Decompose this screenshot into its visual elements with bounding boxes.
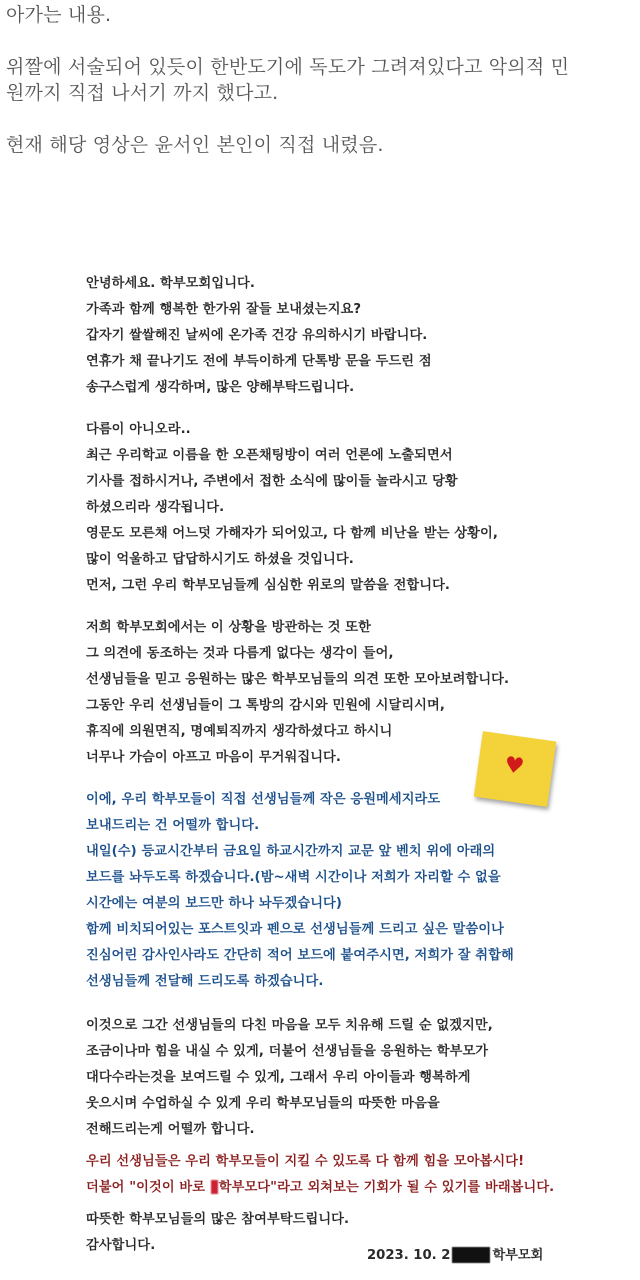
emphasis-text-b: 학부모다"라고 외쳐보는 기회가 될 수 있기를 바래봅니다.: [218, 1180, 555, 1195]
letter-line-highlight: 진심어린 감사인사라도 간단히 적어 보드에 붙여주시면, 저희가 잘 취합해: [86, 948, 514, 963]
letter-line: 그동안 우리 선생님들이 그 톡방의 감시와 민원에 시달리시며,: [86, 698, 445, 713]
signature-date: 2023. 10. 2: [367, 1248, 451, 1263]
letter-line: 전해드리는게 어떨까 합니다.: [86, 1122, 255, 1137]
letter-line: 웃으시며 수업하실 수 있게 우리 학부모님들의 따뜻한 마음을: [86, 1096, 440, 1111]
intro-line-2: 위짤에 서술되어 있듯이 한반도기에 독도가 그려져있다고 악의적 민: [6, 56, 570, 78]
letter-line: 송구스럽게 생각하며, 많은 양해부탁드립니다.: [86, 380, 355, 395]
letter-line-highlight: 이에, 우리 학부모들이 직접 선생님들께 작은 응원메세지라도: [86, 792, 441, 807]
letter-line-highlight: 보드를 놔두도록 하겠습니다.(밤~새벽 시간이나 저희가 자리할 수 없을: [86, 870, 501, 885]
letter-line: 기사를 접하시거나, 주변에서 접한 소식에 많이들 놀라시고 당황: [86, 474, 458, 489]
intro-line-3: 원까지 직접 나서기 까지 했다고.: [6, 82, 279, 104]
intro-line-4: 현재 해당 영상은 윤서인 본인이 직접 내렸음.: [6, 134, 384, 156]
letter-line: 최근 우리학교 이름을 한 오픈채팅방이 여러 언론에 노출되면서: [86, 448, 453, 463]
intro-line-1: 아가는 내용.: [6, 4, 112, 26]
letter-line: 먼저, 그런 우리 학부모님들께 심심한 위로의 말씀을 전합니다.: [86, 578, 451, 593]
letter-line: 휴직에 의원면직, 명예퇴직까지 생각하셨다고 하시니: [86, 724, 393, 739]
letter-line: 많이 억울하고 답답하시기도 하셨을 것입니다.: [86, 552, 354, 567]
letter-line: 감사합니다.: [86, 1238, 156, 1253]
letter-line-highlight: 보내드리는 건 어떨까 합니다.: [86, 818, 260, 833]
letter-line: 조금이나마 힘을 내실 수 있게, 더불어 선생님들을 응원하는 학부모가: [86, 1044, 489, 1059]
letter-line: 영문도 모른채 어느덧 가해자가 되어있고, 다 함께 비난을 받는 상황이,: [86, 526, 498, 541]
letter-line: 저희 학부모회에서는 이 상황을 방관하는 것 또한: [86, 620, 371, 635]
letter-line: 너무나 가슴이 아프고 마음이 무거워집니다.: [86, 750, 341, 765]
letter-line-highlight: 시간에는 여분의 보드만 하나 놔두겠습니다): [86, 896, 342, 911]
signature: [367, 1246, 543, 1266]
letter-line: 하셨으리라 생각됩니다.: [86, 500, 225, 515]
letter-line-emphasis: 우리 선생님들은 우리 학부모들이 지킬 수 있도록 다 함께 힘을 모아봅시다!: [86, 1154, 525, 1169]
letter-line: 가족과 함께 행복한 한가위 잘들 보내셨는지요?: [86, 302, 362, 317]
heart-icon: ♥: [502, 752, 526, 781]
emphasis-text-a: 더불어 "이것이 바로: [86, 1180, 210, 1195]
letter-line-highlight: 선생님들께 전달해 드리도록 하겠습니다.: [86, 974, 324, 989]
letter-line: 선생님들을 믿고 응원하는 많은 학부모님들의 의견 또한 모아보려합니다.: [86, 672, 510, 687]
letter-line: 연휴가 채 끝나기도 전에 부득이하게 단톡방 문을 두드린 점: [86, 354, 432, 369]
letter-line-highlight: 내일(수) 등교시간부터 금요일 하교시간까지 교문 앞 벤치 위에 아래의: [86, 844, 496, 859]
heart-sticky-note-icon: [474, 731, 556, 807]
letter-line-emphasis: [86, 1178, 554, 1198]
redaction-block: [452, 1247, 490, 1263]
letter-line-highlight: 함께 비치되어있는 포스트잇과 펜으로 선생님들께 드리고 싶은 말씀이나: [86, 922, 505, 937]
letter-line: 다름이 아니오라..: [86, 422, 191, 437]
letter-line: 그 의견에 동조하는 것과 다름게 없다는 생각이 들어,: [86, 646, 394, 661]
letter-line: 갑자기 쌀쌀해진 날씨에 온가족 건강 유의하시기 바랍니다.: [86, 328, 428, 343]
letter-line: 이것으로 그간 선생님들의 다친 마음을 모두 치유해 드릴 순 없겠지만,: [86, 1018, 493, 1033]
letter-line: 따뜻한 학부모님들의 많은 참여부탁드립니다.: [86, 1212, 350, 1227]
letter-line: 대다수라는것을 보여드릴 수 있게, 그래서 우리 아이들과 행복하게: [86, 1070, 471, 1085]
letter-line: 안녕하세요. 학부모회입니다.: [86, 276, 255, 291]
redaction-mark: [211, 1180, 218, 1194]
signature-org: 학부모회: [492, 1248, 544, 1263]
